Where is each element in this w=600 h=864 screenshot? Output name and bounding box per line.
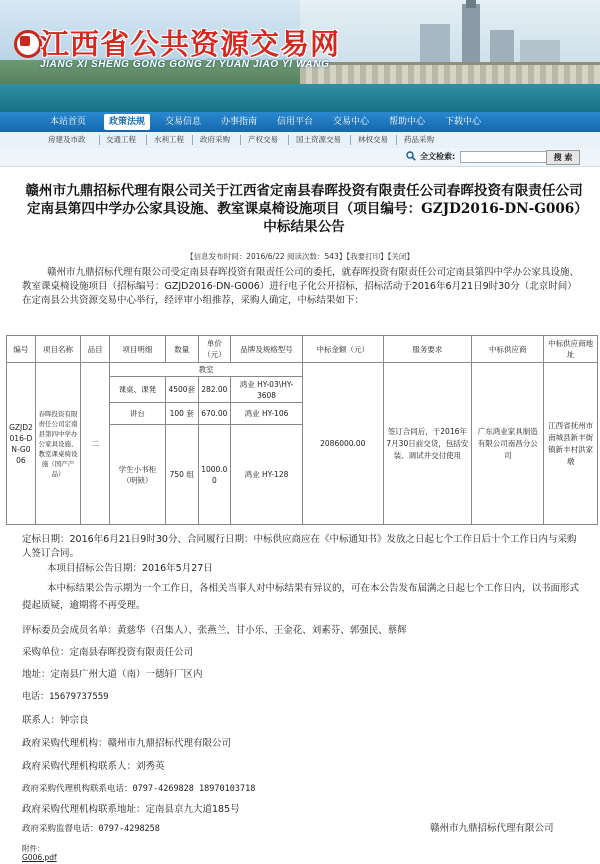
detail-cell: 课桌、课凳 [110, 377, 166, 403]
search-button[interactable]: 搜 索 [546, 150, 580, 165]
table-header: 数量 [165, 336, 198, 363]
nav-item-credit[interactable]: 信用平台 [276, 117, 313, 127]
site-subtitle: JIANG XI SHENG GONG GONG ZI YUAN JIAO YI WANG [40, 59, 330, 70]
table-header: 项目明细 [110, 336, 166, 363]
table-header: 项目名称 [35, 336, 80, 363]
attachment-label: 附件： [22, 844, 45, 853]
signer: 赣州市九鼎招标代理有限公司 [430, 823, 554, 834]
contact-line: 地址：定南县广州大道（南）一德轩厂区内 [22, 669, 203, 680]
price-cell: 1000.00 [198, 425, 230, 525]
price-cell: 670.00 [198, 403, 230, 425]
table-header: 中标金额（元） [303, 336, 383, 363]
qty-cell: 4500套 [165, 377, 198, 403]
service-cell: 签订合同后，于2016年7月30日前交货，包括安装、调试并交付使用 [383, 363, 472, 525]
announce-date: 本项目招标公告日期：2016年5月27日 [47, 563, 213, 574]
contact-line: 采购单位：定南县春晖投资有限责任公司 [22, 647, 194, 658]
contact-line: 政府采购代理机构联系人：刘秀英 [22, 761, 165, 772]
subnav-item-drug[interactable]: 药品采购 [404, 135, 434, 144]
nav-item-trade-info[interactable]: 交易信息 [164, 117, 201, 127]
brand-cell: 鸿业 HY-03\HY-3608 [230, 377, 302, 403]
contact-line: 政府采购监督电话：0797-4298258 [22, 824, 160, 834]
banner-tower [462, 4, 480, 64]
objection-paragraph: 本中标结果公告示期为一个工作日，各相关当事人对中标结果有异议的，可在本公告发布届满之日起七个工作日内，以书面形式提起质疑，逾期将不再受理。 [22, 583, 580, 611]
site-title: 江西省公共资源交易网 [40, 27, 341, 61]
table-header: 中标供应商地址 [544, 336, 598, 363]
qty-cell: 750 组 [165, 425, 198, 525]
contact-line: 联系人：钟宗良 [22, 715, 89, 726]
nav-item-download[interactable]: 下载中心 [444, 117, 481, 127]
table-header: 品目 [81, 336, 110, 363]
table-header: 单价（元） [198, 336, 230, 363]
search-label: 全文检索: [420, 152, 456, 161]
table-header: 品牌及规格型号 [230, 336, 302, 363]
subnav-item-water[interactable]: 水利工程 [154, 135, 184, 144]
site-banner [0, 0, 600, 112]
project-name-cell: 春晖投资有限责任公司定南县第四中学办公家具设施、教室课桌椅设施（国产产品） [35, 363, 80, 525]
subnav-item-property[interactable]: 产权交易 [248, 135, 278, 144]
subnav-item-land[interactable]: 国土资源交易 [296, 135, 341, 144]
category-cell: 二 [81, 363, 110, 525]
group-label-cell: 教室 [110, 363, 303, 377]
main-nav [0, 112, 600, 132]
brand-cell: 鸿业 HY-128 [230, 425, 302, 525]
article-title: 赣州市九鼎招标代理有限公司关于江西省定南县春晖投资有限责任公司春晖投资有限责任公司定南县第四中学办公家具设施、教室课桌椅设施项目（项目编号：GZJD2016-DN-G006）中标结果公告 [25, 183, 583, 235]
subnav-item-transport[interactable]: 交通工程 [106, 135, 136, 144]
detail-cell: 学生小书柜（明锁） [110, 425, 166, 525]
nav-item-help[interactable]: 帮助中心 [388, 117, 425, 127]
banner-water [0, 84, 600, 112]
subnav-item-forest[interactable]: 林权交易 [358, 135, 388, 144]
search-bar [0, 148, 600, 167]
dates-paragraph: 定标日期：2016年6月21日9时30分、合同履行日期：中标供应商应在《中标通知书》发放之日起七个工作日后十个工作日内与采购人签订合同。 [22, 534, 577, 559]
amount-cell: 2086000.00 [303, 363, 383, 525]
nav-item-guide[interactable]: 办事指南 [220, 117, 257, 127]
nav-item-home[interactable]: 本站首页 [49, 117, 86, 127]
address-cell: 江西省抚州市南城县新丰街镇新丰村洪家墩 [544, 363, 598, 525]
supplier-cell: 广东鸿业家具制造有限公司南昌分公司 [472, 363, 544, 525]
contact-line: 政府采购代理机构联系地址：定南县京九大道185号 [22, 804, 240, 815]
table-header: 编号 [7, 336, 36, 363]
table-header-row [7, 336, 598, 363]
contact-line: 政府采购代理机构联系电话：0797-4269828 18970103718 [22, 784, 256, 794]
contact-line: 政府采购代理机构：赣州市九鼎招标代理有限公司 [22, 738, 232, 749]
attachment-link[interactable]: G006.pdf [22, 853, 57, 862]
table-header: 中标供应商 [472, 336, 544, 363]
price-cell: 282.00 [198, 377, 230, 403]
article-meta: 【信息发布时间：2016/6/22 阅读次数：543】【我要打印】【关闭】 [186, 252, 414, 261]
nav-item-policy[interactable]: 政策法规 [104, 114, 150, 130]
detail-cell: 讲台 [110, 403, 166, 425]
nav-item-trade-center[interactable]: 交易中心 [332, 117, 369, 127]
search-icon [406, 151, 416, 161]
search-input[interactable] [460, 151, 548, 163]
table-row [7, 363, 598, 377]
table-header: 服务要求 [383, 336, 472, 363]
intro-paragraph: 赣州市九鼎招标代理有限公司受定南县春晖投资有限责任公司的委托，就春晖投资有限责任公司定南县第四中学办公家具设施、教室课桌椅设施项目（招标编号：GZJD2016-DN-G006）进行电子化公开招标，招标活动于2016年6月21日9时30分（北京时间）在定南县公共资源交易中心举行，经评审小组推荐，采购人确定，中标结果如下： [22, 267, 580, 306]
brand-cell: 鸿业 HY-106 [230, 403, 302, 425]
contact-line: 电话：15679737559 [22, 692, 109, 702]
sub-nav [0, 132, 600, 149]
award-table [6, 335, 598, 525]
subnav-item-gov-procurement[interactable]: 政府采购 [200, 135, 230, 144]
subnav-item-construction[interactable]: 房建及市政 [48, 135, 86, 144]
qty-cell: 100 套 [165, 403, 198, 425]
project-number-cell: GZJD2016-DN-G006 [7, 363, 36, 525]
committee-line: 评标委员会成员名单：黄慈华（召集人）、张燕兰、甘小乐、王金花、刘素芬、郭强民、蔡辉 [22, 625, 407, 636]
